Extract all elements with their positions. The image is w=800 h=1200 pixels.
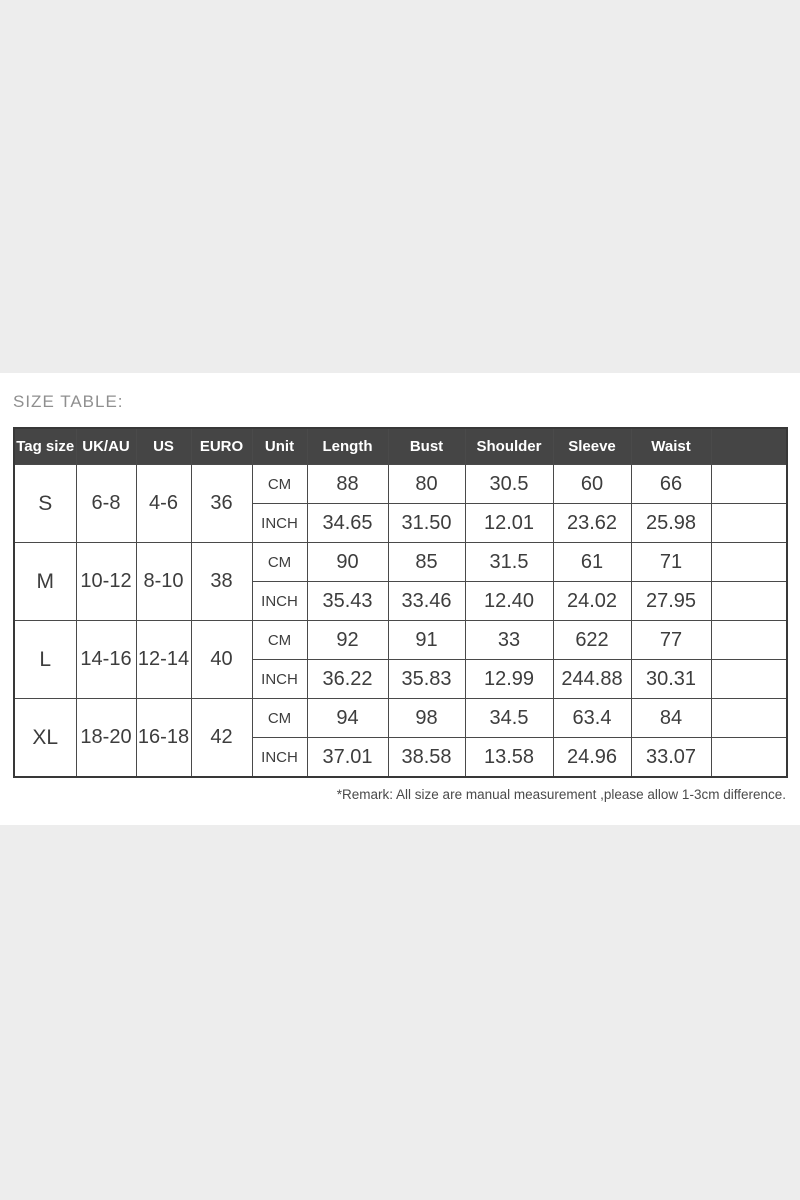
unit-cell: INCH (252, 504, 307, 543)
col-header-bust: Bust (388, 428, 465, 465)
measurement-cell-sleeve: 622 (553, 621, 631, 660)
col-header-us: US (136, 428, 191, 465)
col-header-unit: Unit (252, 428, 307, 465)
measurement-cell-bust: 31.50 (388, 504, 465, 543)
euro-cell: 40 (191, 621, 252, 699)
measurement-cell-shoulder: 31.5 (465, 543, 553, 582)
measurement-cell-waist: 84 (631, 699, 711, 738)
empty-cell (711, 699, 787, 738)
measurement-cell-length: 37.01 (307, 738, 388, 778)
table-row-m-cm (14, 543, 787, 582)
us-cell: 16-18 (136, 699, 191, 778)
measurement-cell-bust: 38.58 (388, 738, 465, 778)
measurement-cell-sleeve: 23.62 (553, 504, 631, 543)
measurement-cell-shoulder: 33 (465, 621, 553, 660)
empty-cell (711, 504, 787, 543)
measurement-cell-waist: 30.31 (631, 660, 711, 699)
col-header-empty (711, 428, 787, 465)
col-header-length: Length (307, 428, 388, 465)
measurement-cell-waist: 71 (631, 543, 711, 582)
size-table-heading: SIZE TABLE: (13, 392, 124, 411)
table-header-row (14, 428, 787, 465)
col-header-shoulder: Shoulder (465, 428, 553, 465)
tag-size-cell: XL (14, 699, 76, 778)
empty-cell (711, 465, 787, 504)
uk-au-cell: 6-8 (76, 465, 136, 543)
measurement-cell-shoulder: 12.40 (465, 582, 553, 621)
uk-au-cell: 10-12 (76, 543, 136, 621)
measurement-cell-sleeve: 61 (553, 543, 631, 582)
size-table (13, 427, 788, 778)
measurement-cell-bust: 91 (388, 621, 465, 660)
measurement-cell-sleeve: 60 (553, 465, 631, 504)
uk-au-cell: 18-20 (76, 699, 136, 778)
unit-cell: INCH (252, 582, 307, 621)
unit-cell: CM (252, 621, 307, 660)
top-gray-band (0, 0, 800, 373)
unit-cell: CM (252, 465, 307, 504)
col-header-waist: Waist (631, 428, 711, 465)
measurement-cell-length: 94 (307, 699, 388, 738)
measurement-cell-sleeve: 24.02 (553, 582, 631, 621)
table-row-l-cm (14, 621, 787, 660)
empty-cell (711, 582, 787, 621)
euro-cell: 42 (191, 699, 252, 778)
tag-size-cell: S (14, 465, 76, 543)
size-chart-content (0, 373, 800, 825)
unit-cell: INCH (252, 738, 307, 778)
table-row-s-cm (14, 465, 787, 504)
measurement-cell-length: 36.22 (307, 660, 388, 699)
unit-cell: CM (252, 699, 307, 738)
us-cell: 8-10 (136, 543, 191, 621)
remark-text: *Remark: All size are manual measurement ,please allow 1-3cm difference. (336, 787, 786, 802)
col-header-uk-au: UK/AU (76, 428, 136, 465)
tag-size-cell: L (14, 621, 76, 699)
measurement-cell-waist: 33.07 (631, 738, 711, 778)
measurement-cell-shoulder: 34.5 (465, 699, 553, 738)
us-cell: 4-6 (136, 465, 191, 543)
unit-cell: INCH (252, 660, 307, 699)
empty-cell (711, 738, 787, 778)
empty-cell (711, 621, 787, 660)
uk-au-cell: 14-16 (76, 621, 136, 699)
measurement-cell-waist: 66 (631, 465, 711, 504)
measurement-cell-bust: 98 (388, 699, 465, 738)
measurement-cell-shoulder: 13.58 (465, 738, 553, 778)
unit-cell: CM (252, 543, 307, 582)
measurement-cell-bust: 85 (388, 543, 465, 582)
euro-cell: 38 (191, 543, 252, 621)
measurement-cell-length: 88 (307, 465, 388, 504)
measurement-cell-sleeve: 24.96 (553, 738, 631, 778)
measurement-cell-waist: 77 (631, 621, 711, 660)
empty-cell (711, 660, 787, 699)
measurement-cell-bust: 33.46 (388, 582, 465, 621)
col-header-euro: EURO (191, 428, 252, 465)
measurement-cell-shoulder: 12.01 (465, 504, 553, 543)
col-header-sleeve: Sleeve (553, 428, 631, 465)
measurement-cell-waist: 25.98 (631, 504, 711, 543)
measurement-cell-sleeve: 63.4 (553, 699, 631, 738)
table-row-xl-cm (14, 699, 787, 738)
tag-size-cell: M (14, 543, 76, 621)
measurement-cell-length: 90 (307, 543, 388, 582)
bottom-gray-band (0, 825, 800, 1200)
measurement-cell-length: 35.43 (307, 582, 388, 621)
col-header-tag-size: Tag size (14, 428, 76, 465)
measurement-cell-shoulder: 12.99 (465, 660, 553, 699)
us-cell: 12-14 (136, 621, 191, 699)
measurement-cell-waist: 27.95 (631, 582, 711, 621)
measurement-cell-shoulder: 30.5 (465, 465, 553, 504)
euro-cell: 36 (191, 465, 252, 543)
empty-cell (711, 543, 787, 582)
measurement-cell-bust: 80 (388, 465, 465, 504)
measurement-cell-length: 34.65 (307, 504, 388, 543)
measurement-cell-bust: 35.83 (388, 660, 465, 699)
measurement-cell-length: 92 (307, 621, 388, 660)
measurement-cell-sleeve: 244.88 (553, 660, 631, 699)
